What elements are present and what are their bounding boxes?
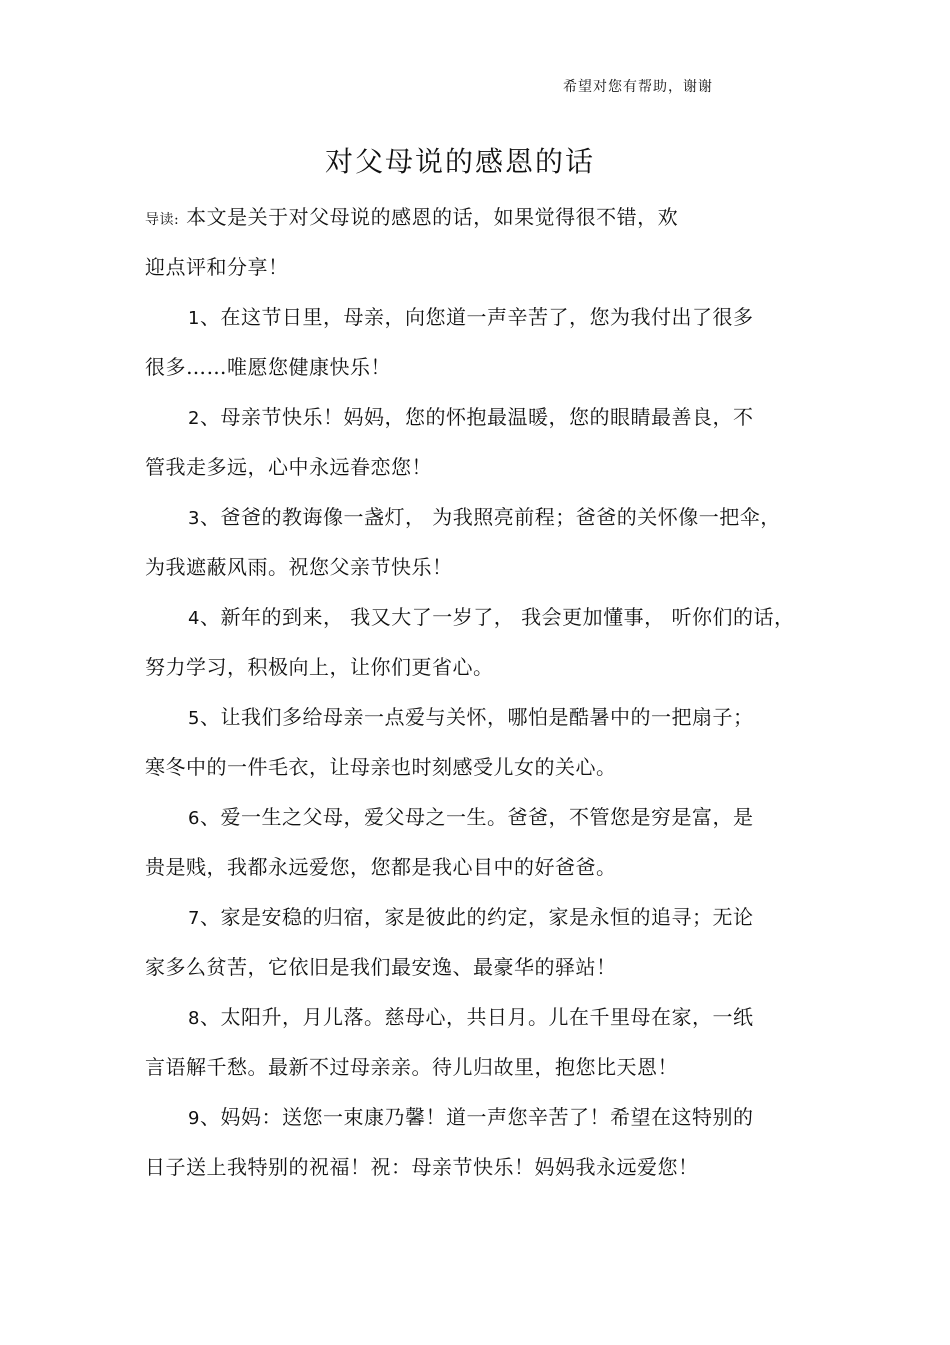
item-text: 在这节日里，母亲，向您道一声辛苦了，您为我付出了很多	[220, 305, 754, 329]
item-number: 6	[188, 808, 200, 829]
item-number: 7	[188, 908, 200, 929]
item-separator: 、	[199, 905, 221, 929]
item-4-line-1	[145, 598, 805, 648]
item-text: 让我们多给母亲一点爱与关怀，哪怕是酷暑中的一把扇子；	[220, 705, 754, 729]
item-text: 妈妈：送您一束康乃馨！道一声您辛苦了！希望在这特别的	[220, 1105, 754, 1129]
item-9-line-2: 日子送上我特别的祝福！祝：母亲节快乐！妈妈我永远爱您！	[145, 1155, 699, 1179]
item-6-line-2: 贵是贱，我都永远爱您，您都是我心目中的好爸爸。	[145, 855, 617, 879]
intro-line-1	[145, 198, 805, 248]
item-number: 1	[188, 308, 200, 329]
item-number: 3	[188, 508, 200, 529]
item-separator: 、	[199, 705, 221, 729]
item-number: 5	[188, 708, 200, 729]
item-separator: 、	[199, 505, 221, 529]
page-title: 对父母说的感恩的话	[324, 145, 595, 178]
item-number: 2	[188, 408, 200, 429]
item-number: 4	[188, 608, 200, 629]
item-4-line-2: 努力学习，积极向上，让你们更省心。	[145, 655, 494, 679]
item-separator: 、	[199, 805, 221, 829]
document-body	[145, 198, 805, 1198]
item-1-line-1	[145, 298, 805, 348]
item-text: 爸爸的教诲像一盏灯， 为我照亮前程；爸爸的关怀像一把伞，	[220, 505, 781, 529]
intro-label: 导读:	[145, 212, 180, 228]
item-number: 9	[188, 1108, 200, 1129]
item-text: 家是安稳的归宿，家是彼此的约定，家是永恒的追寻；无论	[220, 905, 754, 929]
item-3-line-2: 为我遮蔽风雨。祝您父亲节快乐！	[145, 555, 453, 579]
item-separator: 、	[199, 1005, 221, 1029]
item-text: 母亲节快乐！妈妈，您的怀抱最温暖，您的眼睛最善良，不	[220, 405, 754, 429]
item-1-line-2: 很多……唯愿您健康快乐！	[145, 355, 391, 379]
header-note: 希望对您有帮助，谢谢	[563, 79, 713, 95]
item-7-line-2: 家多么贫苦，它依旧是我们最安逸、最豪华的驿站！	[145, 955, 617, 979]
item-text: 新年的到来， 我又大了一岁了， 我会更加懂事， 听你们的话，	[220, 605, 795, 629]
item-8-line-1	[145, 998, 805, 1048]
item-2-line-1	[145, 398, 805, 448]
item-separator: 、	[199, 405, 221, 429]
item-number: 8	[188, 1008, 200, 1029]
item-text: 爱一生之父母，爱父母之一生。爸爸，不管您是穷是富，是	[220, 805, 754, 829]
item-text: 太阳升，月儿落。慈母心，共日月。儿在千里母在家，一纸	[220, 1005, 754, 1029]
intro-line-2: 迎点评和分享！	[145, 255, 289, 279]
item-6-line-1	[145, 798, 805, 848]
intro-text-1: 本文是关于对父母说的感恩的话，如果觉得很不错，欢	[179, 205, 679, 229]
item-separator: 、	[199, 1105, 221, 1129]
item-separator: 、	[199, 305, 221, 329]
item-2-line-2: 管我走多远，心中永远眷恋您！	[145, 455, 432, 479]
item-7-line-1	[145, 898, 805, 948]
item-5-line-1	[145, 698, 805, 748]
item-5-line-2: 寒冬中的一件毛衣，让母亲也时刻感受儿女的关心。	[145, 755, 617, 779]
item-3-line-1	[145, 498, 805, 548]
item-9-line-1	[145, 1098, 805, 1148]
item-separator: 、	[199, 605, 221, 629]
item-8-line-2: 言语解千愁。最新不过母亲亲。待儿归故里，抱您比天恩！	[145, 1055, 678, 1079]
